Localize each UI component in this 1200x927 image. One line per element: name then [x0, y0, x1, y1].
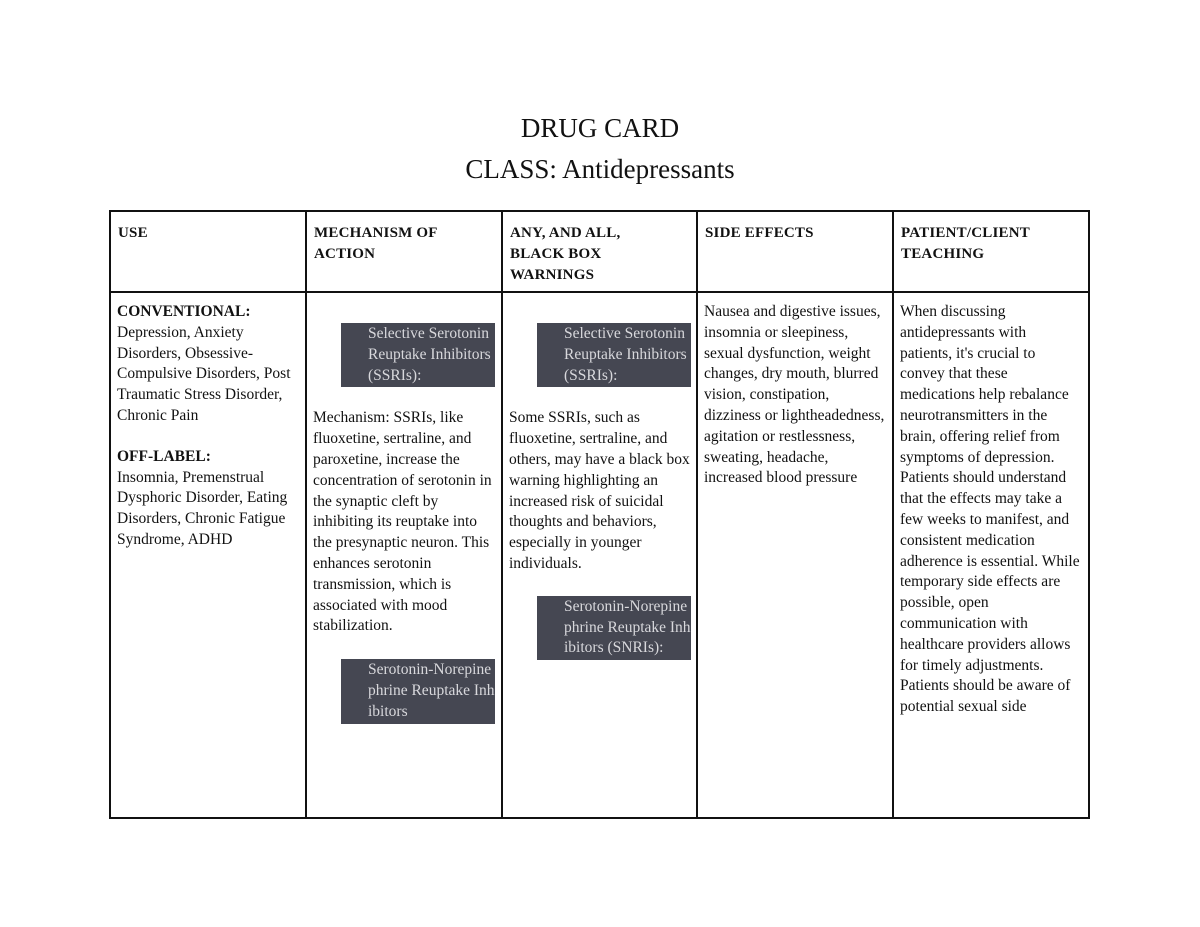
header-use: USE — [110, 211, 306, 292]
ssri-warning-box: Selective Serotonin Reuptake Inhibitors (SSRIs): — [537, 323, 691, 387]
mechanism-cell — [306, 292, 502, 818]
conventional-label: CONVENTIONAL: — [117, 303, 251, 320]
warnings-text: Some SSRIs, such as fluoxetine, sertraline, and others, may have a black box warning highlighting an increased risk of suicidal thoughts and behaviors, especially in younger individuals. — [509, 409, 690, 572]
header-row — [110, 211, 1089, 292]
teaching-cell — [893, 292, 1089, 818]
offlabel-text: Insomnia, Premenstrual Dysphoric Disorder, Eating Disorders, Chronic Fatigue Syndrome, ADHD — [117, 468, 288, 548]
warnings-cell — [502, 292, 697, 818]
header-teaching: PATIENT/CLIENT TEACHING — [893, 211, 1089, 292]
side-effects-cell — [697, 292, 893, 818]
side-effects-text: Nausea and digestive issues, insomnia or sleepiness, sexual dysfunction, weight changes, dry mouth, blurred vision, constipation, dizziness or lightheadedness, agitation or restlessness, sweating, headache, increased blood pressure — [704, 303, 885, 487]
snri-warning-box: Serotonin-Norepinephrine Reuptake Inhibitors (SNRIs): — [537, 596, 691, 660]
header-mechanism: MECHANISM OF ACTION — [306, 211, 502, 292]
snri-heading-box: Serotonin-Norepinephrine Reuptake Inhibitors — [341, 659, 495, 723]
teaching-text: When discussing antidepressants with patients, it's crucial to convey that these medications help rebalance neurotransmitters in the brain, offering relief from symptoms of depression. Patients should understand that the effects may take a few weeks to manifest, and consistent medication adherence is essential. While temporary side effects are possible, open communication with healthcare providers allows for timely adjustments. Patients should be aware of potential sexual side — [900, 303, 1080, 716]
page-title: DRUG CARD — [520, 113, 680, 143]
header-side-effects: SIDE EFFECTS — [697, 211, 893, 292]
drug-card-table — [109, 210, 1090, 819]
use-cell — [110, 292, 306, 818]
drug-class-subtitle: CLASS: Antidepressants — [465, 154, 735, 184]
content-row — [110, 292, 1089, 818]
offlabel-label: OFF-LABEL: — [117, 447, 211, 465]
mechanism-text: Mechanism: SSRIs, like fluoxetine, sertraline, and paroxetine, increase the concentration of serotonin in the synaptic cleft by inhibiting its reuptake into the presynaptic neuron. This enhances serotonin transmission, which is associated with mood stabilization. — [313, 409, 492, 635]
conventional-text: Depression, Anxiety Disorders, Obsessive-Compulsive Disorders, Post Traumatic Stress Disorder, Chronic Pain — [117, 323, 291, 424]
ssri-heading-box: Selective Serotonin Reuptake Inhibitors (SSRIs): — [341, 323, 495, 387]
header-warnings: ANY, AND ALL, BLACK BOX WARNINGS — [502, 211, 697, 292]
